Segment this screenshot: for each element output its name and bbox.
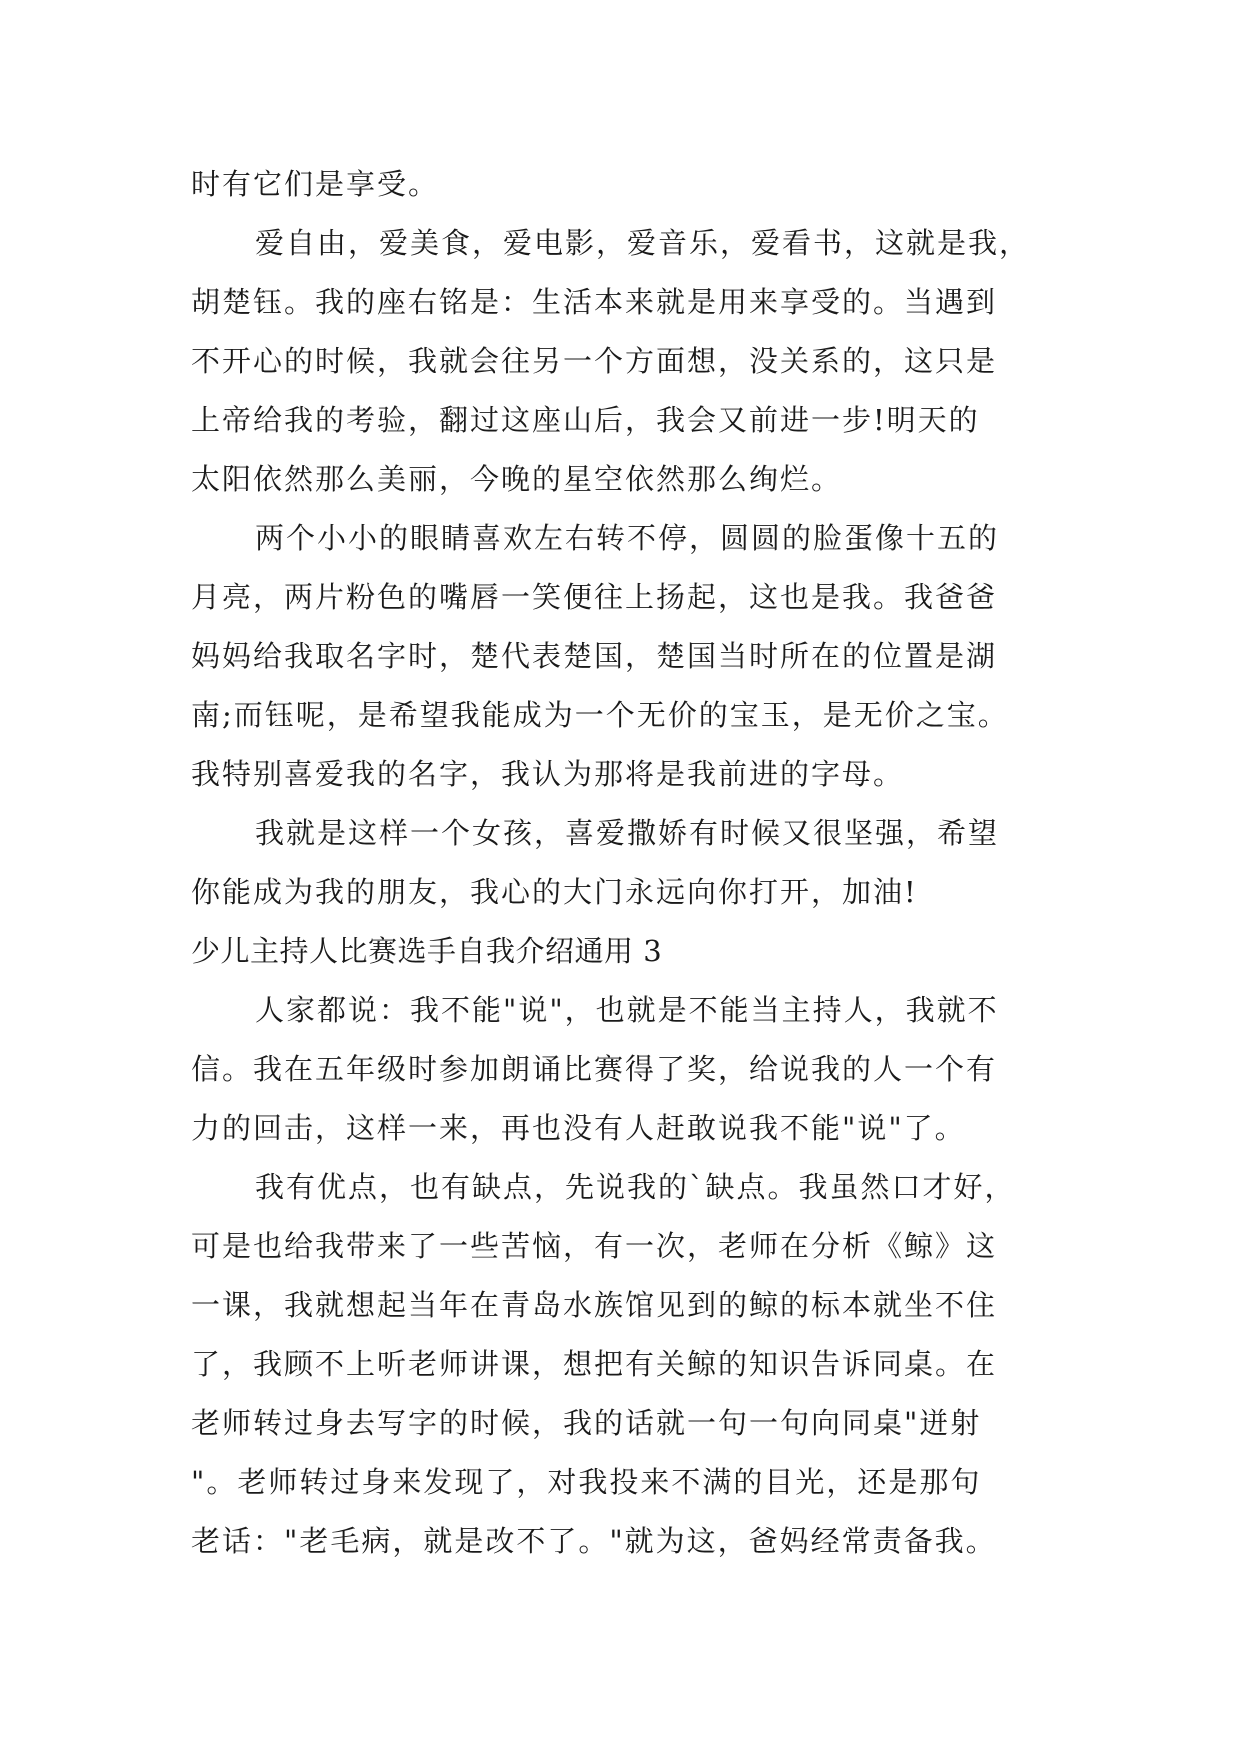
text-line: 月亮，两片粉色的嘴唇一笑便往上扬起，这也是我。我爸爸	[191, 580, 998, 614]
text-line: 力的回击，这样一来，再也没有人赶敢说我不能"说"了。	[191, 1111, 966, 1145]
paragraph-start-line: 爱自由，爱美食，爱电影，爱音乐，爱看书，这就是我，	[255, 226, 1031, 260]
text-line: 信。我在五年级时参加朗诵比赛得了奖，给说我的人一个有	[191, 1052, 998, 1086]
text-line: 可是也给我带来了一些苦恼，有一次，老师在分析《鲸》这	[191, 1229, 998, 1263]
text-line: 妈妈给我取名字时，楚代表楚国，楚国当时所在的位置是湖	[191, 639, 998, 673]
paragraph-start-line: 我有优点，也有缺点，先说我的`缺点。我虽然口才好，	[255, 1170, 1016, 1204]
paragraph-start-line: 人家都说：我不能"说"，也就是不能当主持人，我就不	[255, 993, 999, 1027]
text-line: 不开心的时候，我就会往另一个方面想，没关系的，这只是	[191, 344, 998, 378]
text-line: 时有它们是享受。	[191, 167, 440, 201]
text-line: 你能成为我的朋友，我心的大门永远向你打开，加油!	[191, 875, 918, 909]
text-line: 太阳依然那么美丽，今晚的星空依然那么绚烂。	[191, 462, 843, 496]
document-body	[191, 155, 1071, 1571]
text-line: 老师转过身去写字的时候，我的话就一句一句向同桌"迸射	[191, 1406, 982, 1440]
text-line: 我特别喜爱我的名字，我认为那将是我前进的字母。	[191, 757, 905, 791]
text-line: 南;而钰呢，是希望我能成为一个无价的宝玉，是无价之宝。	[191, 698, 1009, 732]
text-line: 了，我顾不上听老师讲课，想把有关鲸的知识告诉同桌。在	[191, 1347, 998, 1381]
text-line: 一课，我就想起当年在青岛水族馆见到的鲸的标本就坐不住	[191, 1288, 998, 1322]
text-line: "。老师转过身来发现了，对我投来不满的目光，还是那句	[191, 1465, 982, 1499]
text-line: 上帝给我的考验，翻过这座山后，我会又前进一步!明天的	[191, 403, 980, 437]
text-line: 胡楚钰。我的座右铭是：生活本来就是用来享受的。当遇到	[191, 285, 998, 319]
paragraph-start-line: 两个小小的眼睛喜欢左右转不停，圆圆的脸蛋像十五的	[255, 521, 1000, 555]
text-line: 老话："老毛病，就是改不了。"就为这，爸妈经常责备我。	[191, 1524, 997, 1558]
section-heading: 少儿主持人比赛选手自我介绍通用 3	[191, 934, 663, 968]
paragraph-start-line: 我就是这样一个女孩，喜爱撒娇有时候又很坚强，希望	[255, 816, 1000, 850]
